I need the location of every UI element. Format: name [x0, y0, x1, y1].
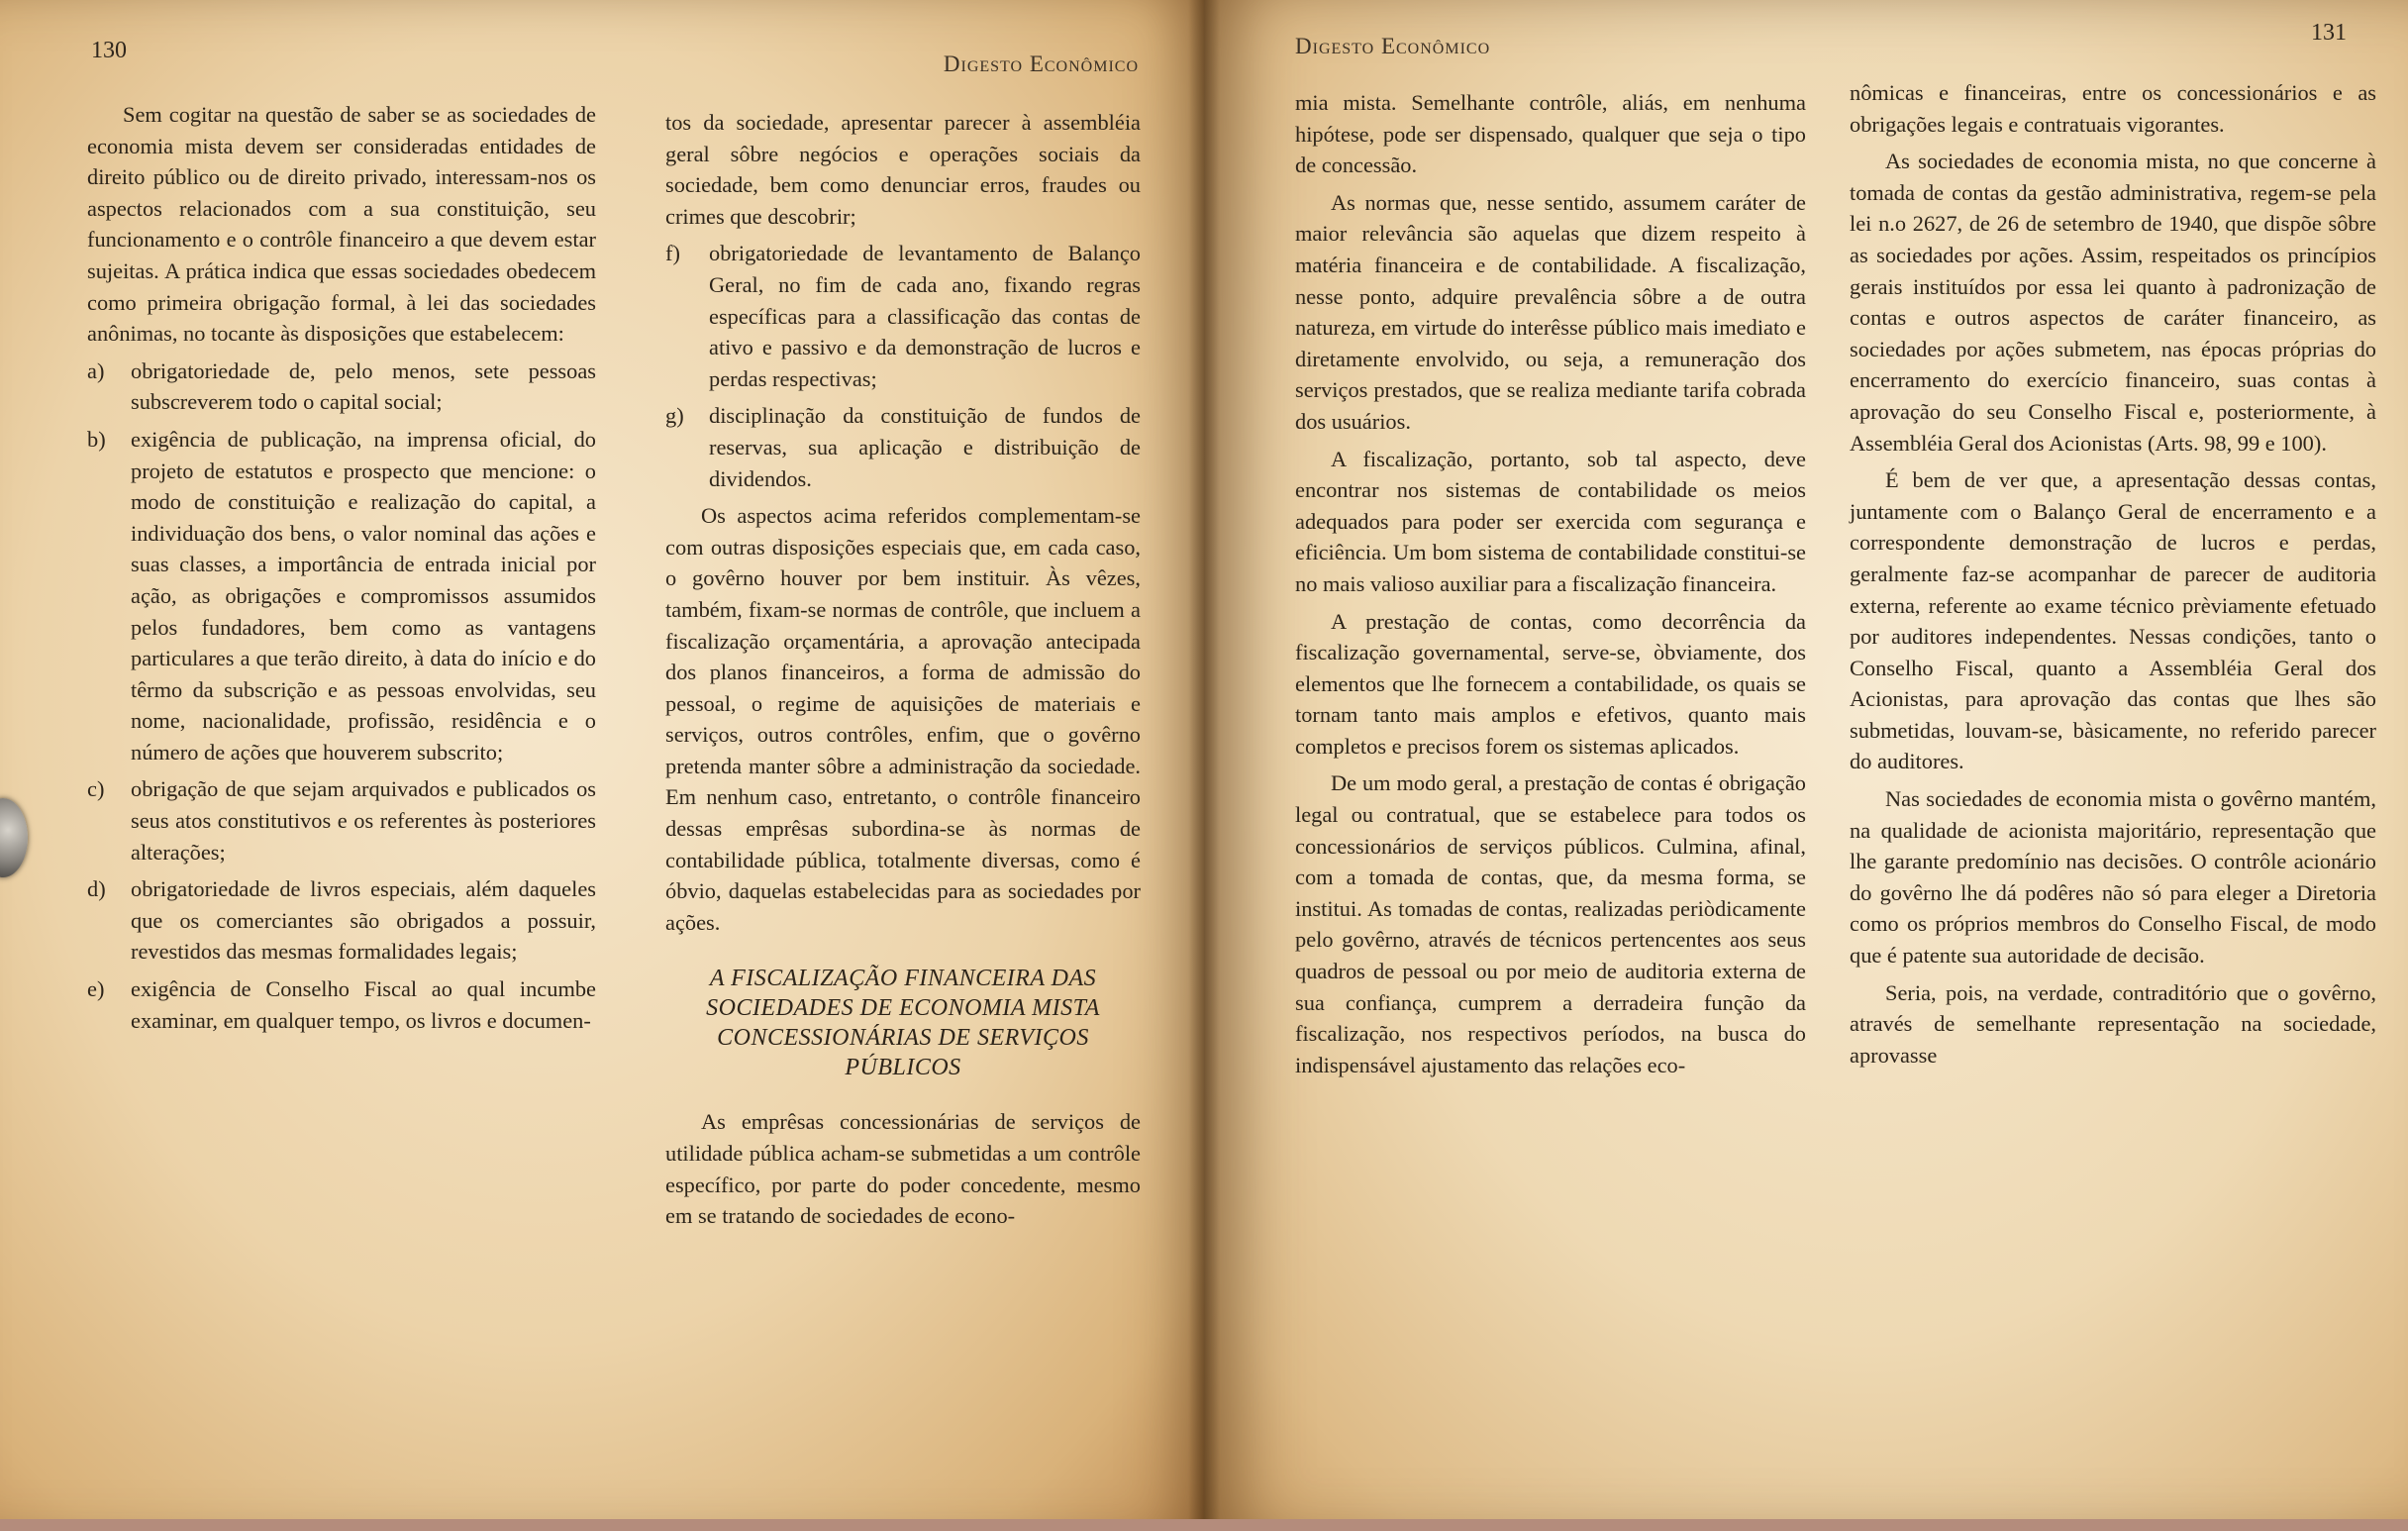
page-number-right: 131	[2311, 20, 2347, 46]
body-paragraph: De um modo geral, a prestação de contas é obrigação legal ou contratual, que se estabelece para todos os concessionários de serviços públicos. Culmina, afinal, com a tomada de contas, que, da mesma forma, se institui. As tomadas de contas, realizadas periòdicamente pelo govêrno, através de técnicos pertencentes aos seus quadros de pessoal ou por meio de auditoria externa de sua confiança, cumprem a derradeira função da fiscalização, nos respectivos períodos, na busca do indispensável ajustamento das relações eco-	[1295, 770, 1806, 1077]
book-spine-shadow	[1188, 0, 1220, 1531]
list-marker: a)	[87, 357, 105, 383]
page-number-left: 130	[91, 38, 127, 63]
list-item	[665, 238, 1141, 394]
list-item	[665, 400, 1141, 494]
body-paragraph: nômicas e financeiras, entre os concessionários e as obrigações legais e contratuais vigorantes.	[1850, 80, 2376, 137]
body-paragraph: mia mista. Semelhante contrôle, aliás, em nenhuma hipótese, pode ser dispensado, qualquer que seja o tipo de concessão.	[1295, 90, 1806, 178]
list-item	[87, 873, 596, 968]
right-column-2	[1850, 77, 2376, 1076]
left-column-2	[665, 107, 1141, 1238]
list-item	[87, 973, 596, 1036]
list-marker: f)	[665, 241, 680, 266]
running-head-left: Digesto Econômico	[943, 51, 1139, 76]
body-paragraph: Seria, pois, na verdade, contraditório que o govêrno, através de semelhante representação na sociedade, aprovasse	[1850, 979, 2376, 1068]
body-paragraph: As emprêsas concessionárias de serviços de utilidade pública acham-se submetidas a um contrôle específico, por parte do poder concedente, mesmo em se tratando de sociedades de econo-	[665, 1109, 1141, 1229]
list-item-text: obrigatoriedade de, pelo menos, sete pessoas subscreverem todo o capital social;	[131, 357, 596, 415]
right-column-1	[1295, 87, 1806, 1086]
body-paragraph: As sociedades de economia mista, no que concerne à tomada de contas da gestão administrativa, regem-se pela lei n.o 2627, de 26 de setembro de 1940, que dispõe sôbre as sociedades por ações. Assim, respeitados os princípios gerais instituídos por essa lei quanto à padronização de contas e outros aspectos de caráter financeiro, as sociedades por ações submetem, nas épocas próprias do encerramento do exercício financeiro, suas contas à aprovação do seu Conselho Fiscal e, posteriormente, à Assembléia Geral dos Acionistas (Arts. 98, 99 e 100).	[1850, 149, 2376, 456]
list-marker: e)	[87, 976, 105, 1002]
list-item-text: obrigação de que sejam arquivados e publicados os seus atos constitutivos e os referentes às posteriores alterações;	[131, 776, 596, 865]
list-item-text: obrigatoriedade de livros especiais, além daqueles que os comerciantes são obrigados a possuir, revestidos das mesmas formalidades legais;	[131, 876, 596, 965]
body-paragraph: Os aspectos acima referidos complementam-se com outras disposições especiais que, em cada caso, o govêrno houver por bem instituir. Às vêzes, também, fixam-se normas de contrôle, que incluem a fiscalização orçamentária, a aprovação antecipada dos planos financeiros, a forma de admissão do pessoal, o regime de aquisições de materiais e serviços, outros contrôles, enfim, que o govêrno pretenda manter sôbre a administração da sociedade. Em nenhum caso, entretanto, o contrôle financeiro dessas emprêsas subordina-se às normas de contabilidade pública, totalmente diversas, como é óbvio, daquelas estabelecidas para as sociedades por ações.	[665, 503, 1141, 935]
running-head-right: Digesto Econômico	[1295, 34, 1491, 58]
body-paragraph: A prestação de contas, como decorrência da fiscalização governamental, serve-se, òbviamente, dos elementos que lhe fornecem a contabilidade, os quais se tornam tanto mais amplos e efetivos, quanto mais completos e precisos forem os sistemas aplicados.	[1295, 608, 1806, 759]
continuation-paragraph: tos da sociedade, apresentar parecer à assembléia geral sôbre negócios e operações sociais da sociedade, bem como denunciar erros, fraudes ou crimes que descobrir;	[665, 110, 1141, 229]
section-heading: A FISCALIZAÇÃO FINANCEIRA DAS SOCIEDADES DE ECONOMIA MISTA CONCESSIONÁRIAS DE SERVIÇOS PÚBLICOS	[706, 966, 1100, 1081]
body-paragraph: É bem de ver que, a apresentação dessas contas, juntamente com o Balanço Geral de encerramento e a correspondente demonstração de lucros e perdas, geralmente faz-se acompanhar de parecer de auditoria externa, referente ao exame técnico prèviamente efetuado por auditores independentes. Nessas condições, tanto o Conselho Fiscal, quanto a Assembléia Geral dos Acionistas, para aprovação das contas que lhes são submetidas, louvam-se, bàsicamente, no referido parecer do auditores.	[1850, 467, 2376, 774]
list-marker: b)	[87, 426, 106, 452]
right-page	[1204, 0, 2408, 1531]
list-item-text: disciplinação da constituição de fundos de reservas, sua aplicação e distribuição de dividendos.	[709, 403, 1141, 491]
list-item	[87, 424, 596, 768]
bottom-edge	[0, 1519, 2408, 1531]
list-marker: d)	[87, 876, 106, 902]
list-item	[87, 773, 596, 868]
body-paragraph: A fiscalização, portanto, sob tal aspecto, deve encontrar nos sistemas de contabilidade os meios adequados para poder ser exercida com segurança e eficiência. Um bom sistema de contabilidade constitui-se no mais valioso auxiliar para a fiscalização financeira.	[1295, 446, 1806, 596]
body-paragraph: Nas sociedades de economia mista o govêrno mantém, na qualidade de acionista majoritário, representação que lhe garante predomínio nas decisões. O contrôle acionário do govêrno lhe dá podêres não só para eleger a Diretoria como os próprios membros do Conselho Fiscal, de modo que é patente sua autoridade de decisão.	[1850, 786, 2376, 969]
list-item-text: exigência de publicação, na imprensa oficial, do projeto de estatutos e prospecto que mencione: o modo de constituição e realização do capital, a individuação dos bens, o valor nominal das ações e suas classes, a importância de entrada inicial por ação, as obrigações e compromissos assumidos pelos fundadores, bem como as vantagens particulares a que terão direito, à data do início e do têrmo da subscrição e as pessoas envolvidas, seu nome, nacionalidade, profissão, residência e o número de ações que houverem subscrito;	[131, 426, 596, 765]
left-column-1	[87, 99, 596, 1042]
body-paragraph: As normas que, nesse sentido, assumem caráter de maior relevância são aquelas que dizem respeito à matéria financeira e de contabilidade. A fiscalização, nesse ponto, adquire prevalência sôbre a de outra natureza, em virtude do interêsse público mais imediato e diretamente envolvido, ou seja, a remuneração dos serviços prestados, que se realiza mediante tarifa cobrada dos usuários.	[1295, 189, 1806, 434]
list-item	[87, 356, 596, 418]
list-marker: g)	[665, 403, 684, 429]
binding-clip	[0, 798, 28, 877]
intro-paragraph: Sem cogitar na questão de saber se as sociedades de economia mista devem ser consideradas entidades de direito público ou de direito privado, interessam-nos os aspectos relacionados com a sua constituição, seu funcionamento e o contrôle financeiro a que devem estar sujeitas. A prática indica que essas sociedades obedecem como primeira obrigação formal, à lei das sociedades anônimas, no tocante às disposições que estabelecem:	[87, 102, 596, 347]
list-item-text: obrigatoriedade de levantamento de Balanço Geral, no fim de cada ano, fixando regras específicas para a classificação das contas de ativo e passivo e da demonstração de lucros e perdas respectivas;	[709, 241, 1141, 391]
list-item-text: exigência de Conselho Fiscal ao qual incumbe examinar, em qualquer tempo, os livros e documen-	[131, 976, 596, 1033]
list-marker: c)	[87, 776, 105, 802]
